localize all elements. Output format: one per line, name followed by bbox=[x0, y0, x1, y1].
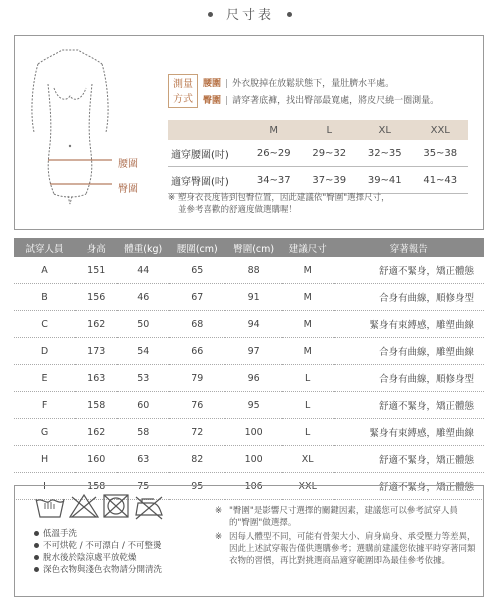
size-cell: 26~29 bbox=[246, 140, 302, 167]
tester-cell: 162 bbox=[75, 419, 117, 446]
tester-cell: 65 bbox=[169, 257, 225, 284]
tester-report: 緊身有束縛感，雕塑曲線 bbox=[334, 311, 484, 338]
care-symbols bbox=[34, 491, 184, 523]
tester-table-header bbox=[14, 238, 484, 257]
tester-cell: 58 bbox=[117, 419, 169, 446]
size-cell: 37~39 bbox=[302, 167, 358, 194]
tester-cell: M bbox=[282, 338, 334, 365]
note-text: 因每人體型不同，可能有骨架大小、肩身扁身、承受壓力等差異，因此上述試穿報告僅供選購參考；選購前建議您依據平時穿著同類衣物的習慣，再比對挑選商品適穿範圍即為最佳參考依據。 bbox=[229, 532, 476, 566]
tester-row bbox=[14, 338, 484, 365]
size-cell: 41~43 bbox=[413, 167, 469, 194]
method-key: 臀圍 bbox=[203, 96, 222, 106]
tester-report: 合身有曲線，順修身型 bbox=[334, 365, 484, 392]
method-row-waist bbox=[203, 76, 439, 93]
size-header-xl: XL bbox=[357, 120, 413, 140]
tester-id: B bbox=[14, 284, 75, 311]
tester-id: D bbox=[14, 338, 75, 365]
method-row-hip bbox=[203, 93, 439, 110]
tester-header: 試穿人員 bbox=[14, 238, 75, 257]
tester-id: E bbox=[14, 365, 75, 392]
tester-cell: XL bbox=[282, 446, 334, 473]
page-title-row bbox=[0, 4, 500, 26]
note-mark: ※ bbox=[215, 532, 223, 542]
badge-line-2: 方式 bbox=[173, 94, 193, 105]
tester-id: A bbox=[14, 257, 75, 284]
tester-row bbox=[14, 419, 484, 446]
no-iron-icon bbox=[136, 497, 162, 519]
care-item bbox=[34, 552, 162, 564]
tester-row bbox=[14, 446, 484, 473]
tester-row bbox=[14, 311, 484, 338]
tester-cell: 91 bbox=[225, 284, 281, 311]
tester-cell: 66 bbox=[169, 338, 225, 365]
tester-cell: 162 bbox=[75, 311, 117, 338]
tester-cell: 95 bbox=[225, 392, 281, 419]
tester-row bbox=[14, 284, 484, 311]
care-instructions bbox=[34, 528, 162, 576]
size-header-m: M bbox=[246, 120, 302, 140]
care-item bbox=[34, 528, 162, 540]
tester-id: H bbox=[14, 446, 75, 473]
tester-header: 體重(kg) bbox=[117, 238, 169, 257]
size-cell: 32~35 bbox=[357, 140, 413, 167]
title-dot-right bbox=[287, 12, 292, 17]
tester-cell: 68 bbox=[169, 311, 225, 338]
tester-cell: 46 bbox=[117, 284, 169, 311]
tester-cell: 67 bbox=[169, 284, 225, 311]
size-row-waist bbox=[168, 140, 468, 167]
method-key: 腰圍 bbox=[203, 79, 222, 89]
care-item bbox=[34, 540, 162, 552]
tester-cell: 53 bbox=[117, 365, 169, 392]
tester-row bbox=[14, 392, 484, 419]
bullet-icon bbox=[34, 543, 39, 548]
tester-report: 合身有曲線，雕塑曲線 bbox=[334, 338, 484, 365]
size-cell: 29~32 bbox=[302, 140, 358, 167]
care-item-text: 不可烘乾 / 不可漂白 / 不可整燙 bbox=[43, 541, 162, 551]
tester-cell: 158 bbox=[75, 473, 117, 500]
method-separator: | bbox=[225, 96, 229, 106]
body-outline-illustration bbox=[20, 44, 120, 214]
hand-wash-icon bbox=[36, 499, 64, 517]
tester-cell: 75 bbox=[117, 473, 169, 500]
title-dot-left bbox=[208, 12, 213, 17]
tester-header: 穿著報告 bbox=[334, 238, 484, 257]
tester-cell: 160 bbox=[75, 446, 117, 473]
tester-cell: 72 bbox=[169, 419, 225, 446]
method-text: 請穿著底褲，找出臀部最寬處，將皮尺繞一圈測量。 bbox=[232, 96, 440, 106]
no-bleach-icon bbox=[70, 495, 98, 517]
tester-cell: 44 bbox=[117, 257, 169, 284]
note-mark: ※ bbox=[215, 506, 223, 516]
page-title: 尺寸表 bbox=[225, 8, 274, 23]
measure-method-badge bbox=[168, 74, 198, 108]
no-tumble-dry-icon bbox=[104, 495, 128, 517]
tester-report: 舒適不緊身，矯正體態 bbox=[334, 446, 484, 473]
tester-cell: M bbox=[282, 257, 334, 284]
tester-report: 舒適不緊身，矯正體態 bbox=[334, 473, 484, 500]
size-header-xxl: XXL bbox=[413, 120, 469, 140]
tester-report: 緊身有束縛感，雕塑曲線 bbox=[334, 419, 484, 446]
size-row-label: 適穿腰圍(吋) bbox=[168, 140, 246, 167]
size-table bbox=[168, 120, 468, 194]
tester-header: 身高 bbox=[75, 238, 117, 257]
method-separator: | bbox=[225, 79, 229, 89]
tester-cell: 88 bbox=[225, 257, 281, 284]
tester-cell: 158 bbox=[75, 392, 117, 419]
tester-report: 舒適不緊身，矯正體態 bbox=[334, 392, 484, 419]
waist-label: 腰圍 bbox=[118, 159, 138, 170]
hip-label: 臀圍 bbox=[118, 184, 138, 195]
tester-cell: 60 bbox=[117, 392, 169, 419]
tester-report: 合身有曲線，順修身型 bbox=[334, 284, 484, 311]
tester-cell: 100 bbox=[225, 419, 281, 446]
tester-cell: 54 bbox=[117, 338, 169, 365]
size-cell: 34~37 bbox=[246, 167, 302, 194]
tester-cell: 95 bbox=[169, 473, 225, 500]
tester-cell: 82 bbox=[169, 446, 225, 473]
tester-header: 臀圍(cm) bbox=[225, 238, 281, 257]
tester-cell: 163 bbox=[75, 365, 117, 392]
fit-note bbox=[215, 531, 477, 567]
method-text: 外衣脫掉在放鬆狀態下，量肚臍水平處。 bbox=[232, 79, 395, 89]
size-cell: 39~41 bbox=[357, 167, 413, 194]
tester-cell: L bbox=[282, 365, 334, 392]
tester-cell: 151 bbox=[75, 257, 117, 284]
tester-cell: 50 bbox=[117, 311, 169, 338]
tester-table-body bbox=[14, 257, 484, 500]
tester-cell: 97 bbox=[225, 338, 281, 365]
tester-cell: 156 bbox=[75, 284, 117, 311]
note-text: "臀圍"是影響尺寸選擇的關鍵因素，建議您可以參考試穿人員的"臀圍"做選擇。 bbox=[229, 506, 458, 528]
care-item-text: 脫水後於陰涼處平放乾燥 bbox=[43, 553, 137, 563]
tester-cell: M bbox=[282, 284, 334, 311]
care-item-text: 低溫手洗 bbox=[43, 529, 78, 539]
tester-cell: 79 bbox=[169, 365, 225, 392]
tester-id: C bbox=[14, 311, 75, 338]
tester-row bbox=[14, 257, 484, 284]
tester-cell: 173 bbox=[75, 338, 117, 365]
tester-id: G bbox=[14, 419, 75, 446]
fit-notes bbox=[215, 505, 477, 569]
size-table-header bbox=[168, 120, 468, 140]
tester-cell: 76 bbox=[169, 392, 225, 419]
tester-row bbox=[14, 365, 484, 392]
tester-id: F bbox=[14, 392, 75, 419]
tester-cell: M bbox=[282, 311, 334, 338]
tester-cell: XXL bbox=[282, 473, 334, 500]
tester-header: 建議尺寸 bbox=[282, 238, 334, 257]
size-cell: 35~38 bbox=[413, 140, 469, 167]
size-row-hip bbox=[168, 167, 468, 194]
tester-cell: 94 bbox=[225, 311, 281, 338]
tester-table bbox=[14, 238, 484, 500]
size-row-label: 適穿臀圍(吋) bbox=[168, 167, 246, 194]
bullet-icon bbox=[34, 567, 39, 572]
tester-cell: L bbox=[282, 419, 334, 446]
care-item bbox=[34, 564, 162, 576]
size-note-line-2: 並參考喜歡的舒適度做選購喔！ bbox=[178, 205, 298, 215]
bullet-icon bbox=[34, 531, 39, 536]
tester-cell: 106 bbox=[225, 473, 281, 500]
care-item-text: 深色衣物與淺色衣物請分開清洗 bbox=[43, 565, 163, 575]
size-note-line-1: ※ 塑身衣長度皆到包臀位置，因此建議依"臀圍"選擇尺寸， bbox=[168, 193, 390, 203]
tester-cell: L bbox=[282, 392, 334, 419]
tester-header: 腰圍(cm) bbox=[169, 238, 225, 257]
tester-cell: 63 bbox=[117, 446, 169, 473]
size-header-l: L bbox=[302, 120, 358, 140]
size-header-empty bbox=[168, 120, 246, 140]
fit-note bbox=[215, 505, 477, 529]
badge-line-1: 測量 bbox=[173, 79, 193, 90]
tester-report: 舒適不緊身，矯正體態 bbox=[334, 257, 484, 284]
size-note bbox=[168, 192, 390, 216]
tester-cell: 96 bbox=[225, 365, 281, 392]
bullet-icon bbox=[34, 555, 39, 560]
tester-id: I bbox=[14, 473, 75, 500]
measure-method-list bbox=[203, 76, 439, 110]
tester-cell: 100 bbox=[225, 446, 281, 473]
